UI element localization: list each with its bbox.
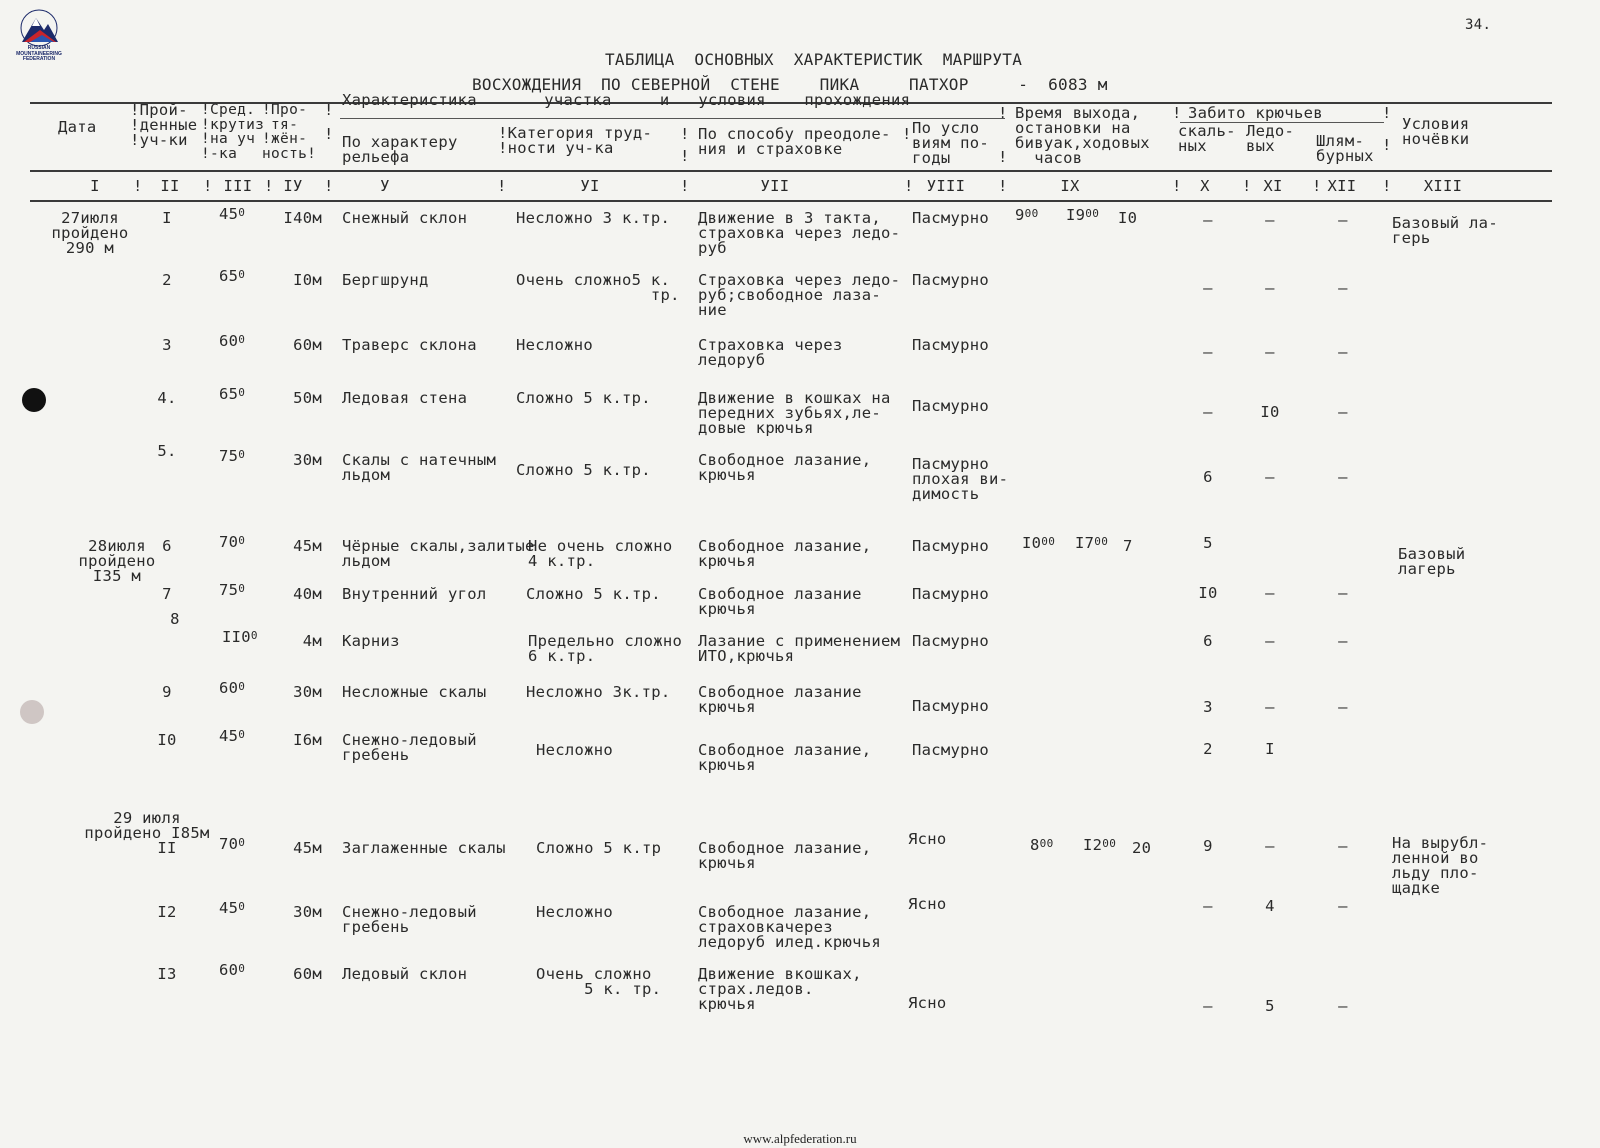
bolt-pitons: – bbox=[1338, 403, 1348, 421]
steepness-value: 65 bbox=[219, 385, 239, 403]
average-steepness bbox=[219, 535, 245, 550]
ice-pitons: 5 bbox=[1265, 997, 1275, 1015]
header-time: Время выхода, остановки на бивуак,ходовых часов bbox=[1015, 104, 1150, 167]
section-number: 3 bbox=[162, 336, 172, 354]
header-average-steepness: !Сред. !крутиз !на уч !-ка bbox=[201, 102, 265, 162]
superscript: 00 bbox=[1039, 837, 1054, 850]
header-date: Дата bbox=[58, 118, 97, 136]
section-number: I3 bbox=[157, 965, 177, 983]
relief-description: Чёрные скалы,залитые льдом bbox=[342, 537, 535, 570]
superscript: 0 bbox=[238, 534, 246, 547]
section-number: 8 bbox=[170, 610, 180, 628]
method-description: Свободное лазание, крючья bbox=[698, 537, 872, 570]
numeral-separator: ! bbox=[1382, 177, 1392, 195]
page-number: 34. bbox=[1465, 17, 1492, 33]
superscript: 00 bbox=[1094, 535, 1109, 548]
rock-pitons: I0 bbox=[1198, 584, 1218, 602]
section-number: I2 bbox=[157, 903, 177, 921]
superscript: 0 bbox=[250, 629, 258, 642]
relief-description: Траверс склона bbox=[342, 336, 477, 354]
characteristic-subrule bbox=[340, 118, 1005, 119]
column-numeral: XI bbox=[1263, 177, 1283, 195]
difficulty-category: Очень сложно 5 к. тр. bbox=[536, 965, 662, 998]
section-length: 45м bbox=[293, 839, 322, 857]
section-number: I bbox=[162, 209, 172, 227]
steepness-value: 70 bbox=[219, 835, 239, 853]
departure-time bbox=[1015, 208, 1039, 223]
superscript: 0 bbox=[238, 680, 246, 693]
time-hour: 9 bbox=[1015, 206, 1025, 224]
column-numeral: XIII bbox=[1423, 177, 1463, 195]
document-title: ТАБЛИЦА ОСНОВНЫХ ХАРАКТЕРИСТИК МАРШРУТА bbox=[605, 50, 1023, 69]
header-separator: ! bbox=[1172, 104, 1182, 122]
section-length: 60м bbox=[293, 965, 322, 983]
section-number: 7 bbox=[162, 585, 172, 603]
section-number: 5. bbox=[157, 442, 177, 460]
header-separator: ! bbox=[1382, 104, 1392, 122]
difficulty-category: Сложно 5 к.тр. bbox=[516, 461, 651, 479]
bolt-pitons: – bbox=[1338, 837, 1348, 855]
weather-conditions: Пасмурно bbox=[912, 585, 990, 603]
relief-description: Снежный склон bbox=[342, 209, 468, 227]
difficulty-category: Сложно 5 к.тр. bbox=[526, 585, 661, 603]
superscript: 0 bbox=[238, 728, 246, 741]
section-length: 4м bbox=[302, 632, 322, 650]
superscript: 0 bbox=[238, 268, 246, 281]
section-length: I6м bbox=[293, 731, 322, 749]
header-relief: По характеру рельефа bbox=[342, 133, 458, 166]
section-length: 30м bbox=[293, 451, 322, 469]
bolt-pitons: – bbox=[1338, 698, 1348, 716]
rock-pitons: – bbox=[1203, 211, 1213, 229]
method-description: Свободное лазание, крючья bbox=[698, 839, 872, 872]
relief-description: Бергшрунд bbox=[342, 271, 429, 289]
steepness-value: 60 bbox=[219, 332, 239, 350]
weather-conditions: Пасмурно bbox=[912, 537, 990, 555]
bivouac-conditions: Базовый ла- герь bbox=[1392, 214, 1498, 247]
average-steepness bbox=[219, 269, 245, 284]
header-characteristic: Характеристика участка и условия прохождения bbox=[342, 91, 911, 109]
method-description: Движение в 3 такта, страховка через ледо- руб bbox=[698, 209, 901, 257]
bolt-pitons: – bbox=[1338, 584, 1348, 602]
day-label: 27июля пройдено 290 м bbox=[51, 209, 129, 257]
logo-caption: RUSSIAN MOUNTAINEERING FEDERATION bbox=[16, 45, 62, 62]
rock-pitons: 2 bbox=[1203, 740, 1213, 758]
relief-description: Ледовый склон bbox=[342, 965, 468, 983]
weather-conditions: Пасмурно bbox=[912, 209, 990, 227]
footer-website: www.alpfederation.ru bbox=[743, 1131, 857, 1146]
relief-description: Снежно-ледовый гребень bbox=[342, 731, 477, 764]
bolt-pitons: – bbox=[1338, 211, 1348, 229]
weather-conditions: Пасмурно bbox=[912, 271, 990, 289]
document-subtitle: ВОСХОЖДЕНИЯ ПО СЕВЕРНОЙ СТЕНЕ ПИКА ПАТХОР - 6083 м bbox=[472, 75, 1108, 94]
header-ice-pitons: Ледо- вых bbox=[1246, 122, 1295, 155]
header-separator: ! bbox=[324, 101, 334, 119]
numeral-separator: ! bbox=[1172, 177, 1182, 195]
average-steepness bbox=[222, 630, 258, 645]
column-numeral: XII bbox=[1327, 177, 1357, 195]
superscript: 0 bbox=[238, 582, 246, 595]
federation-logo bbox=[10, 8, 68, 60]
day-label: 28июля пройдено I35 м bbox=[78, 537, 156, 585]
difficulty-category: Очень сложно5 к. тр. bbox=[516, 271, 680, 304]
average-steepness bbox=[219, 837, 245, 852]
steepness-value: 45 bbox=[219, 899, 239, 917]
bolt-pitons: – bbox=[1338, 897, 1348, 915]
numeral-separator: ! bbox=[264, 177, 274, 195]
numeral-separator: ! bbox=[1312, 177, 1322, 195]
header-rock-pitons: скаль- ных bbox=[1178, 122, 1236, 155]
ice-pitons: – bbox=[1265, 279, 1275, 297]
superscript: 00 bbox=[1085, 207, 1100, 220]
walking-hours: 7 bbox=[1123, 537, 1133, 555]
departure-time bbox=[1030, 838, 1054, 853]
steepness-value: 60 bbox=[219, 961, 239, 979]
header-separator: ! bbox=[998, 104, 1008, 122]
relief-description: Снежно-ледовый гребень bbox=[342, 903, 477, 936]
method-description: Свободное лазание, крючья bbox=[698, 741, 872, 774]
superscript: 0 bbox=[238, 962, 246, 975]
column-numeral: II bbox=[160, 177, 180, 195]
average-steepness bbox=[219, 207, 245, 222]
numeral-separator: ! bbox=[133, 177, 143, 195]
weather-conditions: Ясно bbox=[908, 895, 947, 913]
day-label: 29 июля пройдено I85м bbox=[84, 809, 210, 842]
section-length: 30м bbox=[293, 903, 322, 921]
difficulty-category: Сложно 5 к.тр bbox=[536, 839, 662, 857]
header-weather: По усло виям по- годы bbox=[912, 119, 990, 167]
weather-conditions: Пасмурно bbox=[912, 397, 990, 415]
rock-pitons: 6 bbox=[1203, 632, 1213, 650]
relief-description: Заглаженные скалы bbox=[342, 839, 506, 857]
header-bottom-rule bbox=[30, 170, 1552, 172]
bivouac-time bbox=[1066, 208, 1099, 223]
numeral-separator: ! bbox=[904, 177, 914, 195]
bolt-pitons: – bbox=[1338, 279, 1348, 297]
rock-pitons: – bbox=[1203, 403, 1213, 421]
method-description: Лазание с применением ИТО,крючья bbox=[698, 632, 901, 665]
method-description: Свободное лазание крючья bbox=[698, 585, 862, 618]
section-length: 60м bbox=[293, 336, 322, 354]
steepness-value: 65 bbox=[219, 267, 239, 285]
bivouac-conditions: На вырубл- ленной во льду пло- щадке bbox=[1392, 834, 1489, 897]
ice-pitons: – bbox=[1265, 632, 1275, 650]
header-separator: ! bbox=[902, 125, 912, 143]
column-numeral: X bbox=[1200, 177, 1210, 195]
relief-description: Скалы с натечным льдом bbox=[342, 451, 497, 484]
bivouac-conditions: Базовый лагерь bbox=[1398, 545, 1466, 578]
departure-time bbox=[1022, 536, 1055, 551]
method-description: Свободное лазание крючья bbox=[698, 683, 862, 716]
weather-conditions: Пасмурно bbox=[912, 697, 990, 715]
ice-pitons: – bbox=[1265, 211, 1275, 229]
average-steepness bbox=[219, 583, 245, 598]
steepness-value: 45 bbox=[219, 727, 239, 745]
time-hour: 8 bbox=[1030, 836, 1040, 854]
rock-pitons: 3 bbox=[1203, 698, 1213, 716]
average-steepness bbox=[219, 681, 245, 696]
method-description: Свободное лазание, крючья bbox=[698, 451, 872, 484]
ice-pitons: I bbox=[1265, 740, 1275, 758]
rock-pitons: – bbox=[1203, 279, 1213, 297]
punch-hole bbox=[20, 700, 44, 724]
average-steepness bbox=[219, 449, 245, 464]
header-separator: ! bbox=[324, 125, 334, 143]
steepness-value: 60 bbox=[219, 679, 239, 697]
difficulty-category: Несложно bbox=[536, 903, 614, 921]
punch-hole bbox=[22, 388, 46, 412]
relief-description: Ледовая стена bbox=[342, 389, 468, 407]
weather-conditions: Пасмурно bbox=[912, 741, 990, 759]
header-separator: ! bbox=[680, 147, 690, 165]
ice-pitons: – bbox=[1265, 343, 1275, 361]
rock-pitons: 9 bbox=[1203, 837, 1213, 855]
column-numeral: УIII bbox=[926, 177, 966, 195]
bivouac-time bbox=[1083, 838, 1116, 853]
ice-pitons: – bbox=[1265, 584, 1275, 602]
section-length: 45м bbox=[293, 537, 322, 555]
rock-pitons: – bbox=[1203, 897, 1213, 915]
superscript: 0 bbox=[238, 448, 246, 461]
header-bivouac: Условия ночёвки bbox=[1402, 115, 1470, 148]
header-passed-sections: !Прой- !денные !уч-ки bbox=[130, 101, 198, 149]
section-number: 4. bbox=[157, 389, 177, 407]
column-numeral: I bbox=[90, 177, 100, 195]
ice-pitons: – bbox=[1265, 468, 1275, 486]
steepness-value: II0 bbox=[222, 628, 251, 646]
ice-pitons: 4 bbox=[1265, 897, 1275, 915]
superscript: 0 bbox=[238, 386, 246, 399]
relief-description: Несложные скалы bbox=[342, 683, 487, 701]
header-difficulty: !Категория труд- !ности уч-ка bbox=[498, 124, 653, 157]
section-number: II bbox=[157, 839, 177, 857]
column-numeral: IУ bbox=[283, 177, 303, 195]
section-number: I0 bbox=[157, 731, 177, 749]
average-steepness bbox=[219, 729, 245, 744]
difficulty-category: Несложно bbox=[516, 336, 594, 354]
difficulty-category: Несложно 3к.тр. bbox=[526, 683, 671, 701]
weather-conditions: Ясно bbox=[908, 994, 947, 1012]
average-steepness bbox=[219, 387, 245, 402]
section-number: 2 bbox=[162, 271, 172, 289]
walking-hours: I0 bbox=[1118, 209, 1138, 227]
section-length: I40м bbox=[283, 209, 322, 227]
header-separator: ! bbox=[1382, 136, 1392, 154]
rock-pitons: 5 bbox=[1203, 534, 1213, 552]
steepness-value: 45 bbox=[219, 205, 239, 223]
numeral-separator: ! bbox=[324, 177, 334, 195]
method-description: Движение вкошках, страх.ледов. крючья bbox=[698, 965, 862, 1013]
average-steepness bbox=[219, 901, 245, 916]
header-separator: ! bbox=[680, 125, 690, 143]
numeral-separator: ! bbox=[998, 177, 1008, 195]
time-hour: I2 bbox=[1083, 836, 1103, 854]
ice-pitons: – bbox=[1265, 698, 1275, 716]
column-numeral: III bbox=[223, 177, 253, 195]
header-method: По способу преодоле- ния и страховке bbox=[698, 125, 891, 158]
numeral-separator: ! bbox=[203, 177, 213, 195]
rock-pitons: 6 bbox=[1203, 468, 1213, 486]
column-numeral: IX bbox=[1060, 177, 1080, 195]
time-hour: I7 bbox=[1075, 534, 1095, 552]
superscript: 0 bbox=[238, 206, 246, 219]
bolt-pitons: – bbox=[1338, 343, 1348, 361]
relief-description: Карниз bbox=[342, 632, 400, 650]
difficulty-category: Сложно 5 к.тр. bbox=[516, 389, 651, 407]
numeral-separator: ! bbox=[497, 177, 507, 195]
superscript: 00 bbox=[1041, 535, 1056, 548]
time-hour: I9 bbox=[1066, 206, 1086, 224]
weather-conditions: Ясно bbox=[908, 830, 947, 848]
bolt-pitons: – bbox=[1338, 997, 1348, 1015]
column-numeral: УII bbox=[760, 177, 790, 195]
ice-pitons: I0 bbox=[1260, 403, 1280, 421]
relief-description: Внутренний угол bbox=[342, 585, 487, 603]
section-length: I0м bbox=[293, 271, 322, 289]
section-number: 6 bbox=[162, 537, 172, 555]
steepness-value: 75 bbox=[219, 581, 239, 599]
weather-conditions: Пасмурно плохая ви- димость bbox=[912, 455, 1009, 503]
header-bolt-pitons: Шлям- бурных bbox=[1316, 132, 1374, 165]
steepness-value: 75 bbox=[219, 447, 239, 465]
method-description: Страховка через ледо- руб;свободное лаза- ние bbox=[698, 271, 901, 319]
weather-conditions: Пасмурно bbox=[912, 336, 990, 354]
difficulty-category: Несложно bbox=[536, 741, 614, 759]
bolt-pitons: – bbox=[1338, 468, 1348, 486]
walking-hours: 20 bbox=[1132, 839, 1152, 857]
difficulty-category: Предельно сложно 6 к.тр. bbox=[528, 632, 683, 665]
numeral-separator: ! bbox=[1242, 177, 1252, 195]
method-description: Страховка через ледоруб bbox=[698, 336, 843, 369]
column-numeral: УI bbox=[580, 177, 600, 195]
ice-pitons: – bbox=[1265, 837, 1275, 855]
superscript: 00 bbox=[1102, 837, 1117, 850]
time-hour: I0 bbox=[1022, 534, 1042, 552]
rock-pitons: – bbox=[1203, 343, 1213, 361]
header-length: !Про- тя- !жён- ность! bbox=[262, 102, 317, 162]
difficulty-category: Несложно 3 к.тр. bbox=[516, 209, 671, 227]
header-pitons: Забито крючьев bbox=[1188, 104, 1323, 122]
section-length: 40м bbox=[293, 585, 322, 603]
superscript: 0 bbox=[238, 900, 246, 913]
superscript: 00 bbox=[1024, 207, 1039, 220]
superscript: 0 bbox=[238, 836, 246, 849]
numerals-bottom-rule bbox=[30, 200, 1552, 202]
column-numeral: У bbox=[380, 177, 390, 195]
header-separator: ! bbox=[998, 148, 1008, 166]
steepness-value: 70 bbox=[219, 533, 239, 551]
average-steepness bbox=[219, 334, 245, 349]
section-length: 30м bbox=[293, 683, 322, 701]
rock-pitons: – bbox=[1203, 997, 1213, 1015]
superscript: 0 bbox=[238, 333, 246, 346]
bolt-pitons: – bbox=[1338, 632, 1348, 650]
method-description: Движение в кошках на передних зубьях,ле- довые крючья bbox=[698, 389, 891, 437]
difficulty-category: Не очень сложно 4 к.тр. bbox=[528, 537, 673, 570]
bivouac-time bbox=[1075, 536, 1108, 551]
average-steepness bbox=[219, 963, 245, 978]
weather-conditions: Пасмурно bbox=[912, 632, 990, 650]
method-description: Свободное лазание, страховкачерез ледоруб илед.крючья bbox=[698, 903, 882, 951]
section-number: 9 bbox=[162, 683, 172, 701]
numeral-separator: ! bbox=[680, 177, 690, 195]
section-length: 50м bbox=[293, 389, 322, 407]
